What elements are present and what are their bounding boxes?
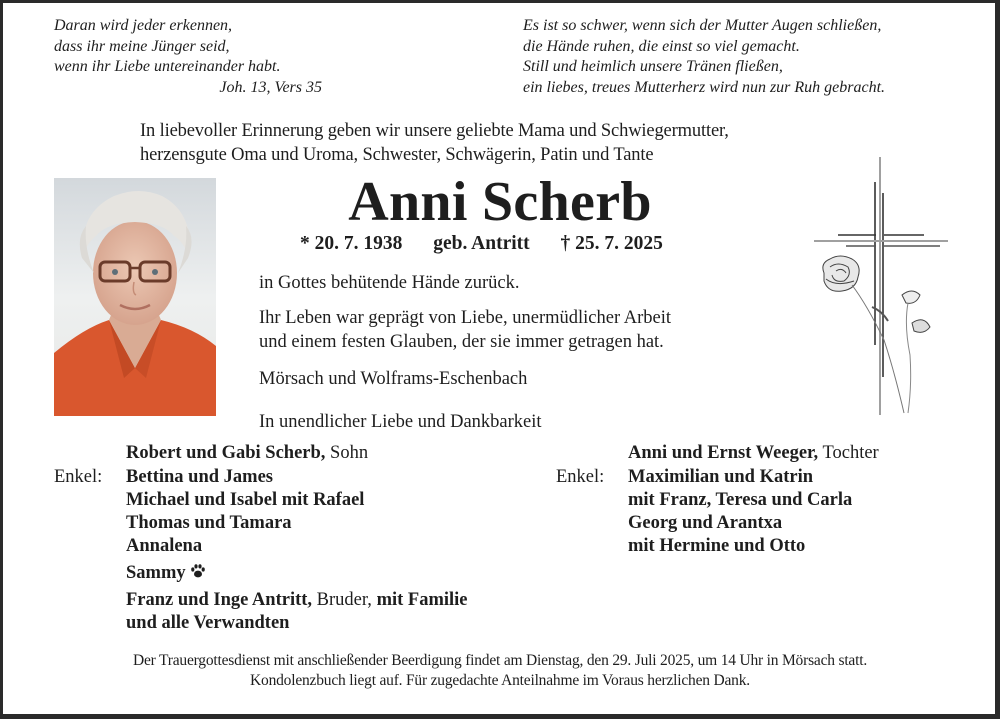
grandchild-entry: mit Franz, Teresa und Carla	[628, 490, 853, 510]
places: Mörsach und Wolframs-Eschenbach	[259, 369, 528, 389]
funeral-service-info: Der Trauergottesdienst mit anschließender Beerdigung findet am Dienstag, den 29. Juli 2025, um 14 Uhr in Mörsach statt.	[133, 652, 867, 669]
grandchild-entry: Thomas und Tamara	[126, 513, 292, 533]
verse-reference: Joh. 13, Vers 35	[219, 78, 322, 96]
condolence-info: Kondolenzbuch liegt auf. Für zugedachte Anteilnahme im Voraus herzlichen Dank.	[250, 672, 750, 689]
death-date: † 25. 7. 2025	[560, 233, 663, 254]
poem-line: ein liebes, treues Mutterherz wird nun zur Ruh gebracht.	[523, 78, 886, 96]
relatives-entry: und alle Verwandten	[126, 613, 290, 633]
verse-line: Daran wird jeder erkennen,	[54, 17, 233, 34]
grandchild-entry: Maximilian und Katrin	[628, 467, 814, 487]
birth-date: * 20. 7. 1938	[300, 233, 403, 254]
life-dates	[300, 232, 663, 256]
closing-line: In unendlicher Liebe und Dankbarkeit	[259, 412, 542, 432]
grandchildren-label-right: Enkel:	[556, 467, 605, 487]
brother-entry: Franz und Inge Antritt, Bruder, mit Familie	[126, 590, 468, 610]
bible-verse	[54, 16, 322, 98]
deceased-name: Anni Scherb	[348, 171, 652, 233]
daughter-entry: Anni und Ernst Weeger, Tochter	[628, 443, 879, 463]
intro-text	[140, 119, 729, 167]
verse-line: wenn ihr Liebe untereinander habt.	[54, 58, 281, 75]
grandchild-entry: Michael und Isabel mit Rafael	[126, 490, 365, 510]
intro-line: In liebevoller Erinnerung geben wir unsere geliebte Mama und Schwiegermutter,	[140, 121, 729, 141]
grandchild-entry: Georg und Arantxa	[628, 513, 783, 533]
paw-print-icon	[190, 563, 206, 579]
poem	[523, 16, 885, 98]
verse-line: dass ihr meine Jünger seid,	[54, 37, 230, 55]
poem-line: Es ist so schwer, wenn sich der Mutter Augen schließen,	[523, 17, 882, 34]
grandchild-entry: Bettina und James	[126, 467, 273, 487]
life-description: Ihr Leben war geprägt von Liebe, unermüdlicher Arbeit und einem festen Glauben, der sie immer getragen hat.	[259, 308, 671, 352]
poem-line: die Hände ruhen, die einst so viel gemacht.	[523, 37, 800, 55]
poem-line: Still und heimlich unsere Tränen fließen,	[523, 58, 783, 75]
maiden-name: geb. Antritt	[433, 233, 530, 254]
return-line: in Gottes behütende Hände zurück.	[259, 273, 520, 293]
grandchild-entry: mit Hermine und Otto	[628, 536, 806, 556]
pet-entry: Sammy	[126, 562, 206, 585]
grandchildren-label-left: Enkel:	[54, 467, 103, 487]
cross-with-rose-icon	[812, 155, 952, 417]
son-entry: Robert und Gabi Scherb, Sohn	[126, 443, 369, 463]
intro-line: herzensgute Oma und Uroma, Schwester, Schwägerin, Patin und Tante	[140, 145, 654, 165]
grandchild-entry: Annalena	[126, 536, 203, 556]
